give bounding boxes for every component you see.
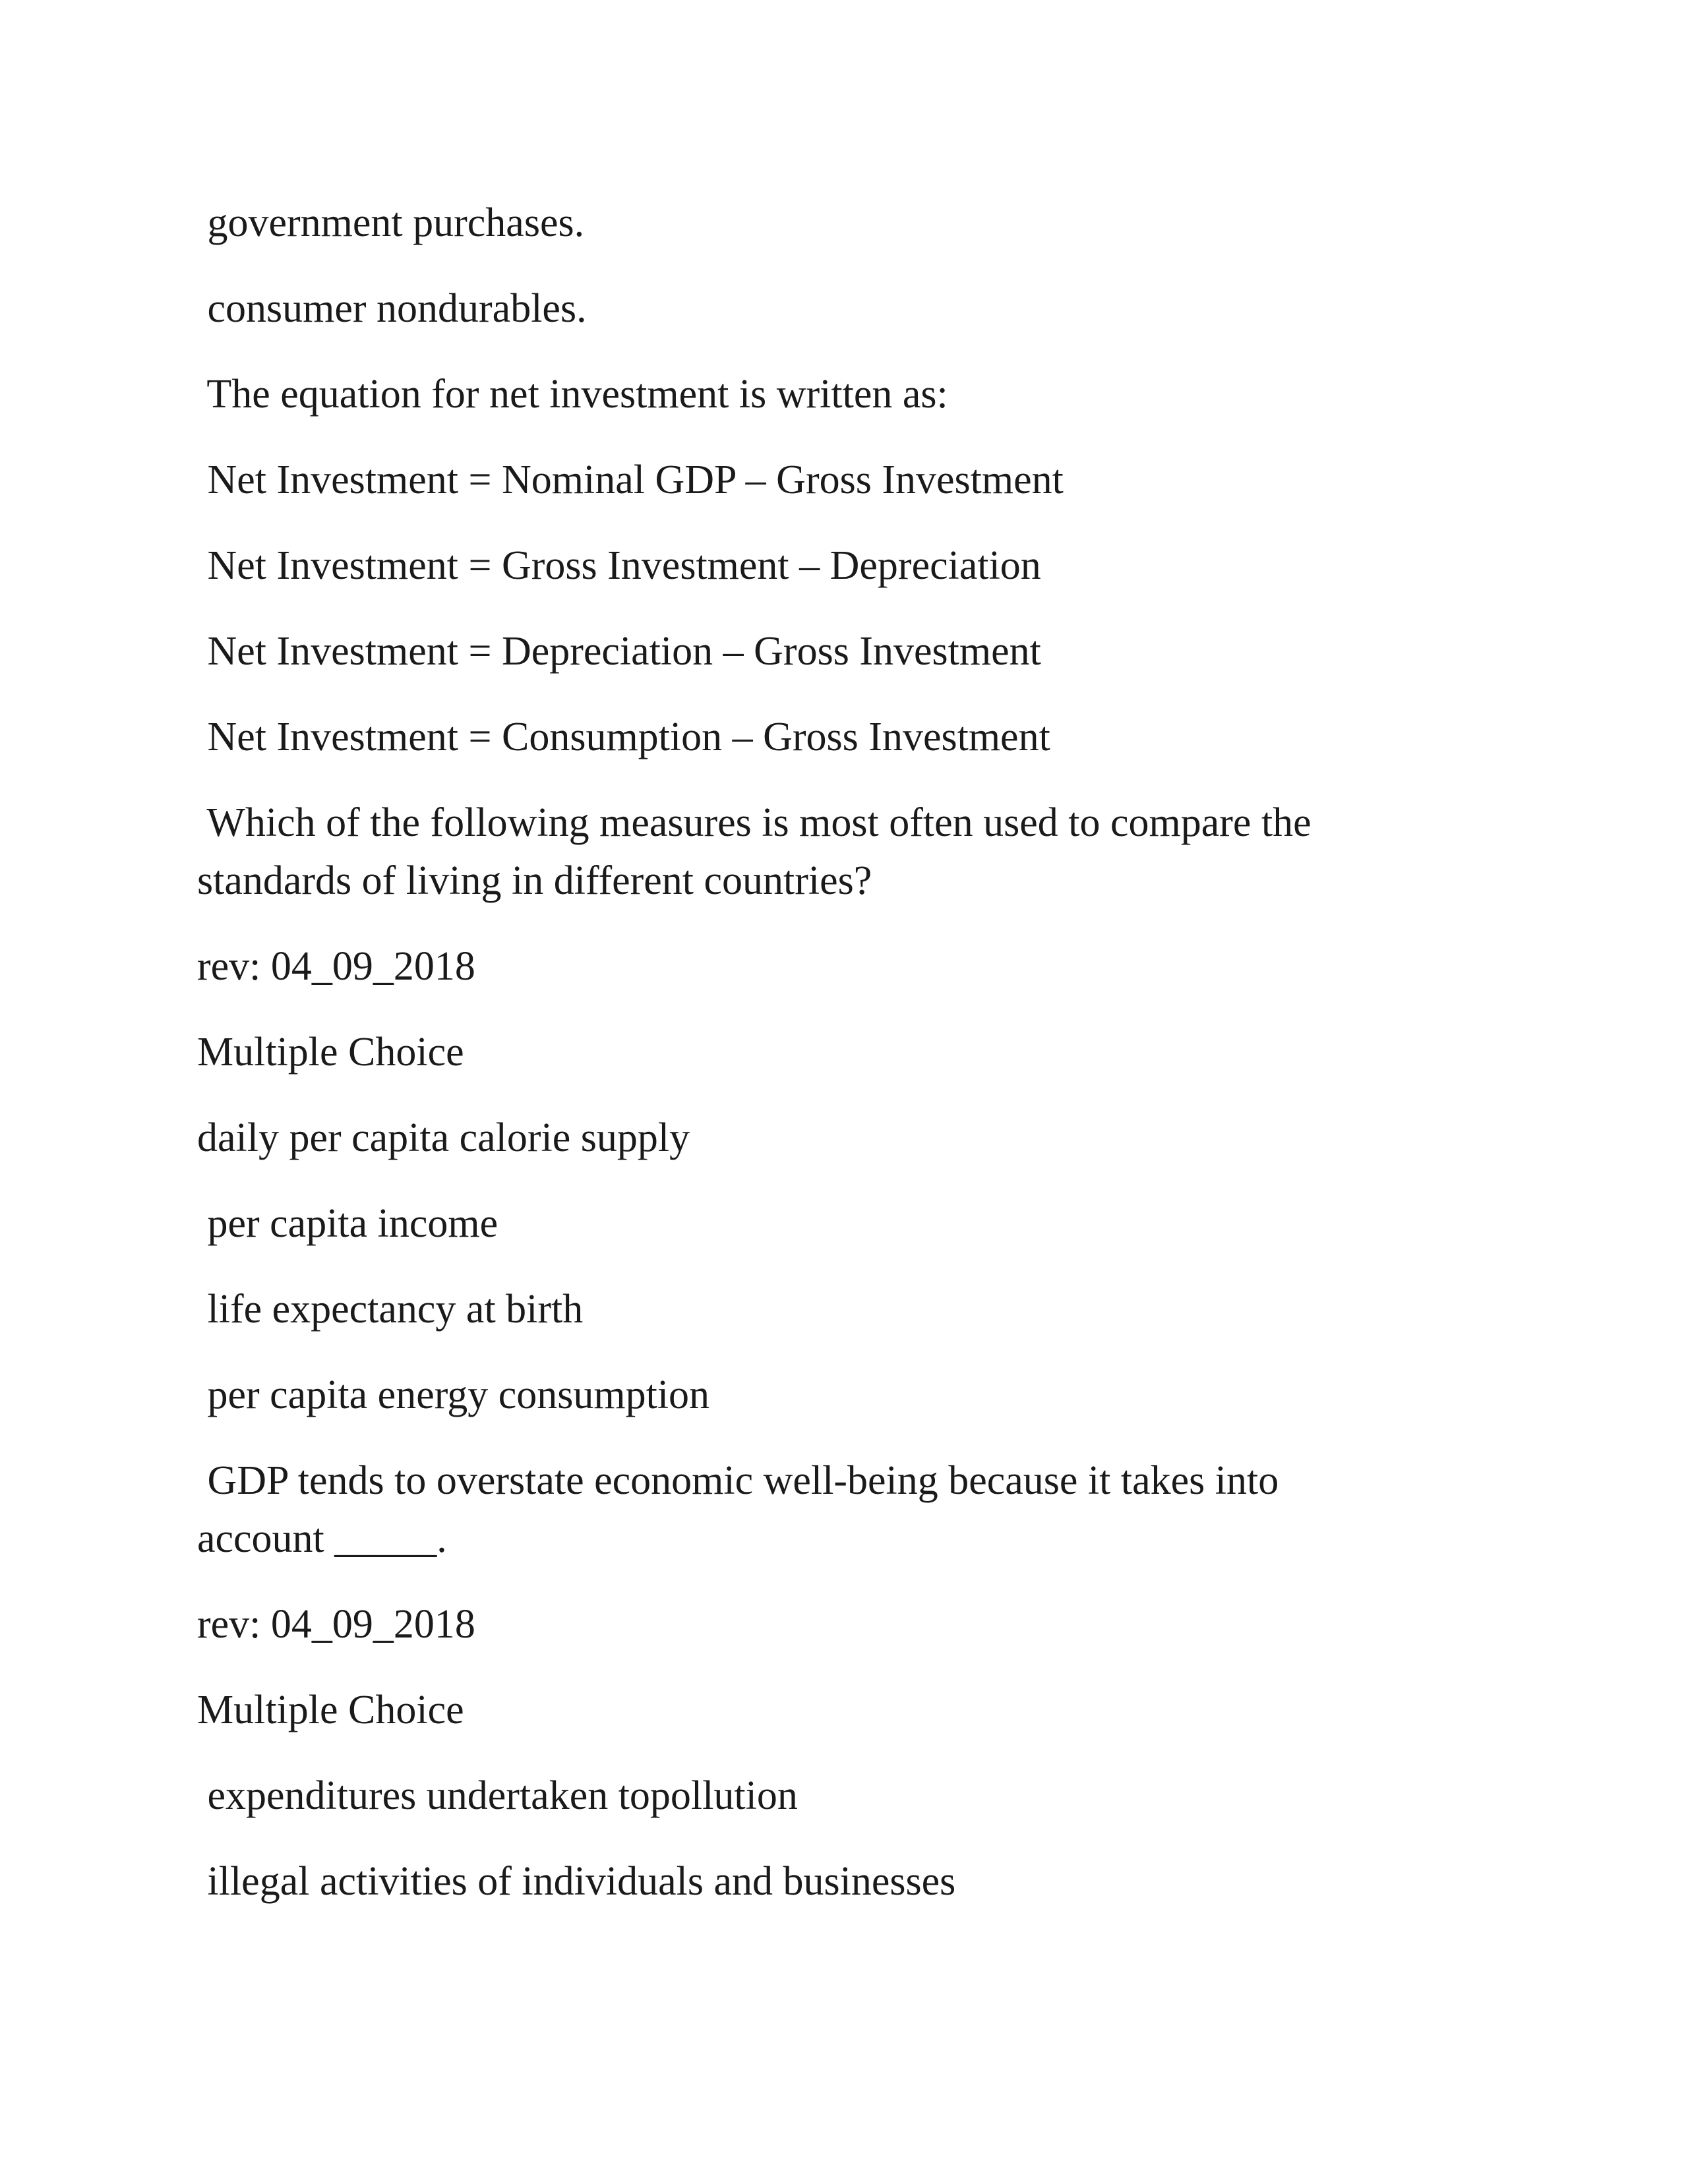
question-standards-of-living-line-2: standards of living in different countries? <box>197 858 872 903</box>
revision-label: rev: 04_09_2018 <box>197 944 475 989</box>
answer-option-illegal-activities: illegal activities of individuals and businesses <box>197 1859 956 1904</box>
question-type-label: Multiple Choice <box>197 1688 464 1732</box>
answer-option-calorie-supply: daily per capita calorie supply <box>197 1115 690 1160</box>
answer-option-net-investment-4: Net Investment = Consumption – Gross Investment <box>197 715 1050 759</box>
question-gdp-overstate-line-2: account _____. <box>197 1516 447 1561</box>
answer-option-energy-consumption: per capita energy consumption <box>197 1372 710 1417</box>
answer-option-per-capita-income: per capita income <box>197 1201 498 1246</box>
answer-option-government-purchases: government purchases. <box>197 200 585 245</box>
question-type-label: Multiple Choice <box>197 1030 464 1075</box>
answer-option-life-expectancy: life expectancy at birth <box>197 1287 584 1332</box>
question-gdp-overstate-line-1: GDP tends to overstate economic well-being because it takes into <box>197 1458 1279 1503</box>
question-net-investment: The equation for net investment is written as: <box>197 372 948 417</box>
answer-option-consumer-nondurables: consumer nondurables. <box>197 286 587 331</box>
answer-option-net-investment-1: Net Investment = Nominal GDP – Gross Investment <box>197 457 1064 502</box>
revision-label: rev: 04_09_2018 <box>197 1602 475 1647</box>
question-standards-of-living-line-1: Which of the following measures is most often used to compare the <box>197 800 1311 845</box>
answer-option-net-investment-2: Net Investment = Gross Investment – Depreciation <box>197 543 1041 588</box>
answer-option-pollution-expenditures: expenditures undertaken topollution <box>197 1773 798 1818</box>
answer-option-net-investment-3: Net Investment = Depreciation – Gross Investment <box>197 629 1041 674</box>
